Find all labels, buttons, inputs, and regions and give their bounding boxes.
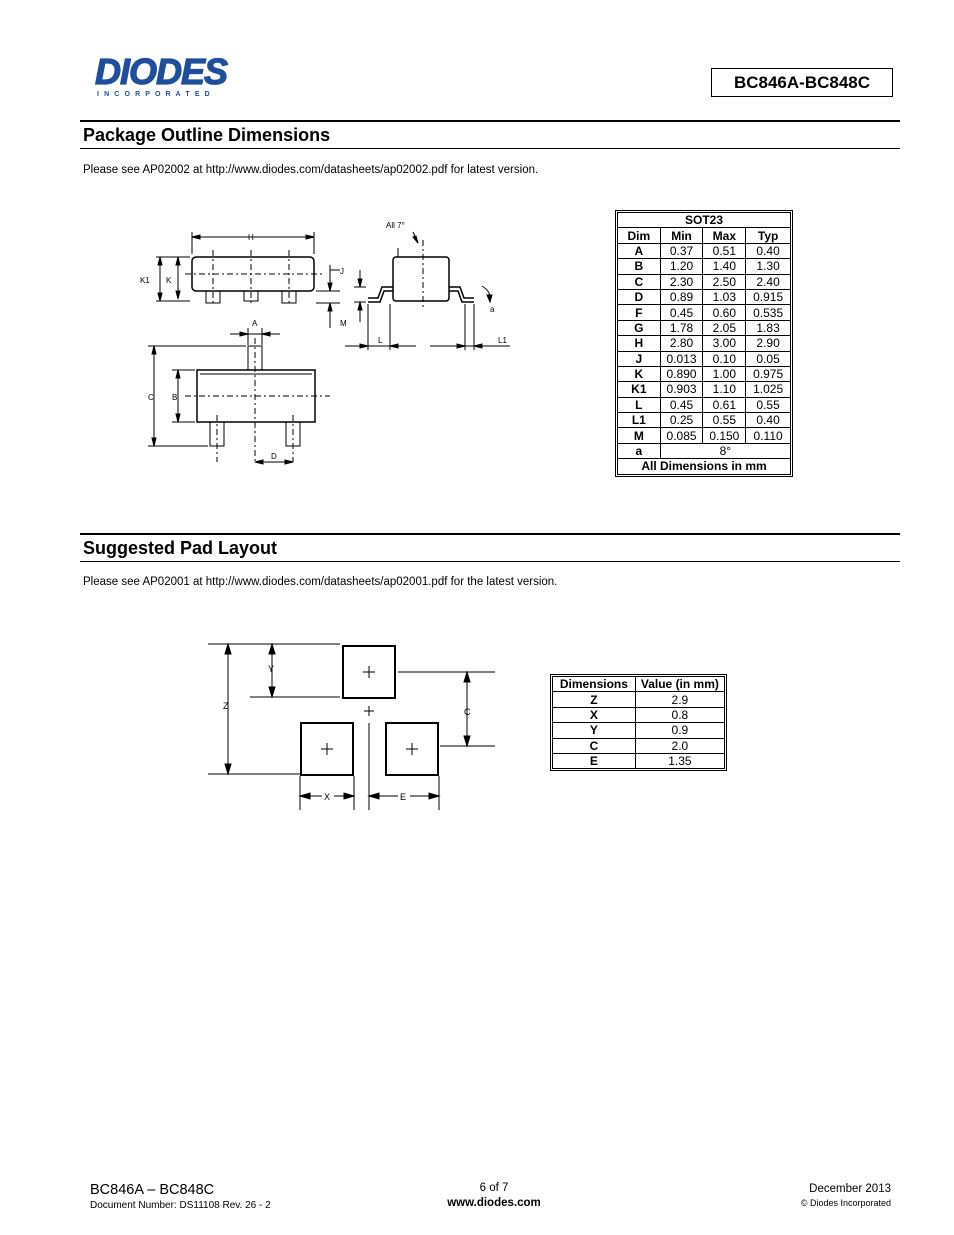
cell: 0.60 (703, 305, 746, 320)
cell: 2.40 (746, 274, 791, 289)
svg-text:Z: Z (223, 701, 229, 711)
cell: C (553, 738, 636, 753)
cell: 0.975 (746, 366, 791, 381)
cell: 2.0 (635, 738, 724, 753)
table-row (618, 289, 791, 304)
cell: 0.903 (660, 382, 703, 397)
footer-part-number: BC846A – BC848C (90, 1182, 215, 1198)
table-footer: All Dimensions in mm (618, 459, 791, 474)
cell: 1.35 (635, 753, 724, 768)
cell: X (553, 707, 636, 722)
table-header: Typ (746, 228, 791, 243)
cell: a (618, 443, 661, 458)
diodes-logo (95, 52, 270, 100)
cell: 0.25 (660, 413, 703, 428)
cell: F (618, 305, 661, 320)
cell: 2.50 (703, 274, 746, 289)
section-rule (80, 533, 900, 535)
cell: D (618, 289, 661, 304)
cell: 0.150 (703, 428, 746, 443)
table-row (553, 707, 725, 722)
cell: 0.8 (635, 707, 724, 722)
cell: 0.40 (746, 413, 791, 428)
svg-text:X: X (324, 792, 331, 802)
table-row (618, 366, 791, 381)
cell: K1 (618, 382, 661, 397)
cell: C (618, 274, 661, 289)
cell: 8° (660, 443, 790, 458)
cell: B (618, 259, 661, 274)
table-header: Dimensions (553, 677, 636, 692)
cell: M (618, 428, 661, 443)
cell: 0.45 (660, 397, 703, 412)
table-row (618, 274, 791, 289)
cell: 1.00 (703, 366, 746, 381)
svg-text:a: a (490, 305, 495, 314)
svg-text:All 7°: All 7° (386, 221, 405, 230)
cell: 0.9 (635, 723, 724, 738)
cell: 1.40 (703, 259, 746, 274)
footer-doc-number: Document Number: DS11108 Rev. 26 - 2 (90, 1200, 271, 1211)
table-row (618, 351, 791, 366)
section-title-pad: Suggested Pad Layout (83, 538, 278, 558)
cell: K (618, 366, 661, 381)
footer-page-number: 6 of 7 (479, 1182, 509, 1194)
table-header: Dim (618, 228, 661, 243)
cell: 2.30 (660, 274, 703, 289)
sot23-dimension-table (615, 210, 793, 477)
cell: 0.085 (660, 428, 703, 443)
cell: 0.915 (746, 289, 791, 304)
svg-text:A: A (252, 319, 258, 328)
cell: J (618, 351, 661, 366)
section-rule (80, 120, 900, 122)
svg-text:B: B (172, 393, 178, 402)
cell: 2.90 (746, 336, 791, 351)
cell: 0.55 (746, 397, 791, 412)
cell: 1.10 (703, 382, 746, 397)
cell: 0.55 (703, 413, 746, 428)
table-title: SOT23 (618, 213, 791, 228)
table-row (553, 692, 725, 707)
cell: 0.05 (746, 351, 791, 366)
footer-date: December 2013 (809, 1183, 891, 1195)
table-row (618, 443, 791, 458)
svg-text:K1: K1 (140, 276, 150, 285)
cell: 0.110 (746, 428, 791, 443)
cell: 0.89 (660, 289, 703, 304)
svg-text:J: J (340, 267, 344, 276)
cell: 0.37 (660, 243, 703, 258)
table-row (618, 382, 791, 397)
svg-text:E: E (400, 792, 407, 802)
table-row (618, 259, 791, 274)
svg-text:C: C (148, 393, 154, 402)
table-row (553, 738, 725, 753)
package-outline-drawing (130, 210, 530, 470)
cell: 1.20 (660, 259, 703, 274)
svg-text:D: D (271, 452, 277, 461)
outline-note: Please see AP02002 at http://www.diodes.com/datasheets/ap02002.pdf for latest version. (83, 164, 539, 176)
footer-copyright: © Diodes Incorporated (800, 1198, 891, 1208)
cell: 2.05 (703, 320, 746, 335)
cell: G (618, 320, 661, 335)
cell: 1.78 (660, 320, 703, 335)
cell: L1 (618, 413, 661, 428)
cell: 2.80 (660, 336, 703, 351)
svg-text:L: L (378, 336, 383, 345)
pad-note: Please see AP02001 at http://www.diodes.com/datasheets/ap02001.pdf for the latest version. (83, 576, 558, 588)
svg-text:L1: L1 (498, 336, 507, 345)
table-row (618, 397, 791, 412)
svg-text:H: H (248, 233, 254, 242)
cell: 1.03 (703, 289, 746, 304)
cell: Z (553, 692, 636, 707)
table-row (618, 305, 791, 320)
svg-text:I N C O R P O R A T E D: I N C O R P O R A T E D (97, 91, 212, 98)
cell: 0.890 (660, 366, 703, 381)
cell: 3.00 (703, 336, 746, 351)
pad-dimension-table (550, 674, 727, 771)
table-row (618, 428, 791, 443)
svg-text:M: M (340, 319, 347, 328)
part-number-box: BC846A-BC848C (711, 68, 893, 97)
cell: 0.51 (703, 243, 746, 258)
svg-text:Y: Y (268, 664, 275, 674)
table-header: Max (703, 228, 746, 243)
cell: 1.83 (746, 320, 791, 335)
table-row (553, 753, 725, 768)
svg-text:C: C (464, 707, 471, 717)
svg-text:K: K (166, 276, 172, 285)
svg-text:DIODES: DIODES (95, 52, 228, 92)
cell: E (553, 753, 636, 768)
cell: L (618, 397, 661, 412)
cell: Y (553, 723, 636, 738)
table-row (618, 320, 791, 335)
table-header: Min (660, 228, 703, 243)
cell: 0.61 (703, 397, 746, 412)
cell: 0.10 (703, 351, 746, 366)
cell: 1.025 (746, 382, 791, 397)
table-row (553, 723, 725, 738)
cell: H (618, 336, 661, 351)
section-rule (80, 148, 900, 149)
pad-layout-drawing (200, 635, 510, 820)
section-title-outline: Package Outline Dimensions (83, 125, 331, 145)
table-header: Value (in mm) (635, 677, 724, 692)
table-row (618, 243, 791, 258)
cell: 0.535 (746, 305, 791, 320)
table-row (618, 413, 791, 428)
footer-url[interactable]: www.diodes.com (447, 1197, 541, 1209)
cell: 1.30 (746, 259, 791, 274)
cell: 2.9 (635, 692, 724, 707)
section-rule (80, 561, 900, 562)
table-row (618, 336, 791, 351)
cell: 0.013 (660, 351, 703, 366)
cell: 0.45 (660, 305, 703, 320)
cell: A (618, 243, 661, 258)
cell: 0.40 (746, 243, 791, 258)
